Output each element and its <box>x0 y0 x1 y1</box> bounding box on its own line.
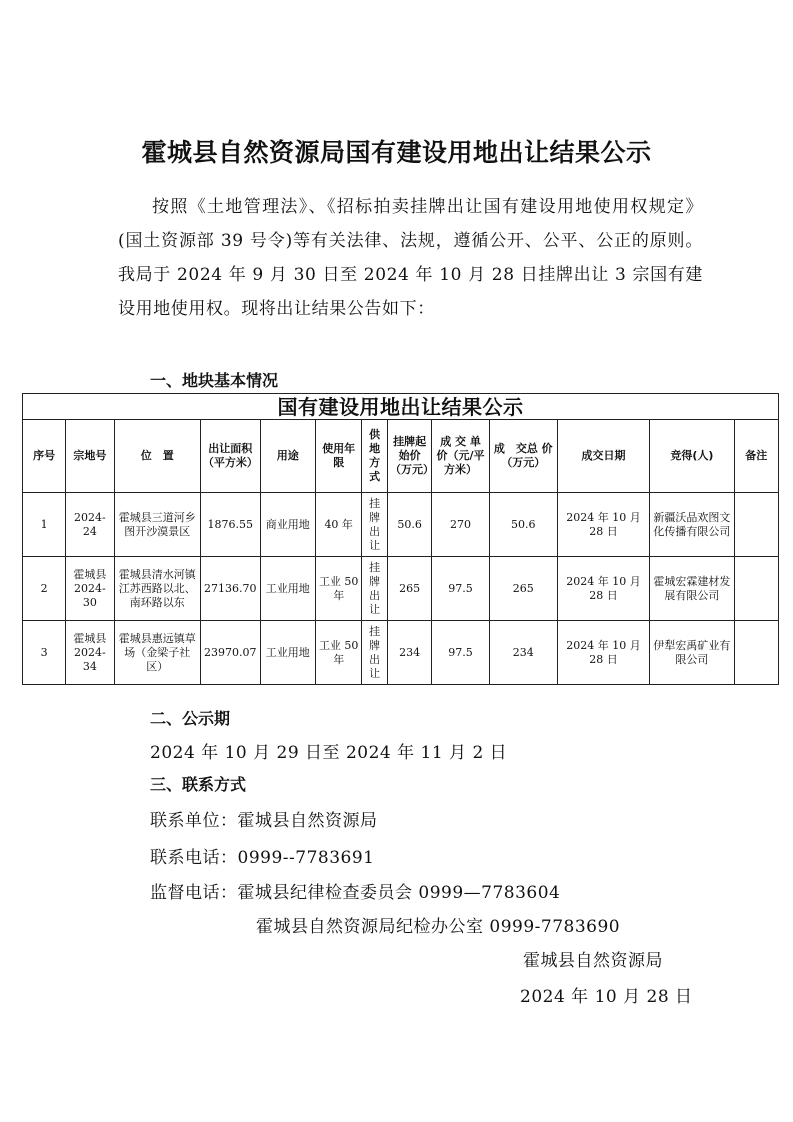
cell-unit-price: 97.5 <box>432 557 490 621</box>
cell-use: 商业用地 <box>260 493 316 557</box>
cell-start-price: 234 <box>388 621 432 685</box>
table-caption: 国有建设用地出让结果公示 <box>23 394 779 420</box>
cell-supply-method: 挂牌出让 <box>369 624 381 680</box>
cell-term: 工业 50 年 <box>316 621 362 685</box>
cell-supply-method: 挂牌出让 <box>369 496 381 552</box>
table-row <box>23 621 779 685</box>
col-header: 成 交总 价（万元） <box>489 420 557 493</box>
contact-unit: 联系单位：霍城县自然资源局 <box>150 811 378 831</box>
cell-supply-method: 挂牌出让 <box>369 560 381 616</box>
col-header: 竞得(人) <box>650 420 734 493</box>
table-header-row <box>23 420 779 493</box>
col-header: 供地方式 <box>369 428 381 483</box>
col-header: 宗地号 <box>66 420 114 493</box>
section-heading-contact: 三、联系方式 <box>150 775 247 794</box>
cell-supply-method-cell <box>362 621 388 685</box>
table-row <box>23 493 779 557</box>
section-heading-land-info: 一、地块基本情况 <box>150 371 279 390</box>
announcement-period: 2024 年 10 月 29 日至 2024 年 11 月 2 日 <box>150 743 508 763</box>
cell-unit-price: 270 <box>432 493 490 557</box>
cell-start-price: 50.6 <box>388 493 432 557</box>
cell-area: 1876.55 <box>200 493 260 557</box>
cell-seq: 3 <box>23 621 66 685</box>
col-header: 序号 <box>23 420 66 493</box>
cell-location: 霍城县三道河乡图开沙漠景区 <box>114 493 200 557</box>
cell-remark <box>734 621 778 685</box>
cell-winner: 新疆沃品欢图文化传播有限公司 <box>650 493 734 557</box>
cell-term: 工业 50 年 <box>316 557 362 621</box>
cell-use: 工业用地 <box>260 621 316 685</box>
cell-winner: 伊犁宏禹矿业有限公司 <box>650 621 734 685</box>
land-result-table <box>22 393 779 685</box>
cell-supply-method-cell <box>362 493 388 557</box>
col-header: 成 交 单 价（元/平方米） <box>432 420 490 493</box>
cell-remark <box>734 493 778 557</box>
col-header: 位 置 <box>114 420 200 493</box>
cell-area: 23970.07 <box>200 621 260 685</box>
supervision-phone-1: 监督电话：霍城县纪律检查委员会 0999—7783604 <box>150 883 561 903</box>
cell-parcel-no: 霍城县 2024-30 <box>66 557 114 621</box>
cell-location: 霍城县清水河镇江苏西路以北、南环路以东 <box>114 557 200 621</box>
cell-deal-date: 2024 年 10 月 28 日 <box>557 557 650 621</box>
cell-winner: 霍城宏霖建材发展有限公司 <box>650 557 734 621</box>
cell-location: 霍城县惠远镇草场（金梁子社区） <box>114 621 200 685</box>
contact-phone: 联系电话：0999--7783691 <box>150 848 375 868</box>
cell-remark <box>734 557 778 621</box>
section-heading-period: 二、公示期 <box>150 709 231 728</box>
col-header: 挂牌起始价（万元） <box>388 420 432 493</box>
cell-start-price: 265 <box>388 557 432 621</box>
col-header: 备注 <box>734 420 778 493</box>
col-header-cell <box>362 420 388 493</box>
cell-seq: 1 <box>23 493 66 557</box>
signature-date: 2024 年 10 月 28 日 <box>520 987 693 1007</box>
col-header: 使用年限 <box>316 420 362 493</box>
cell-unit-price: 97.5 <box>432 621 490 685</box>
col-header: 出让面积（平方米） <box>200 420 260 493</box>
col-header: 成交日期 <box>557 420 650 493</box>
cell-total-price: 234 <box>489 621 557 685</box>
signature-org: 霍城县自然资源局 <box>523 951 663 971</box>
cell-total-price: 265 <box>489 557 557 621</box>
cell-supply-method-cell <box>362 557 388 621</box>
cell-deal-date: 2024 年 10 月 28 日 <box>557 621 650 685</box>
cell-parcel-no: 霍城县 2024-34 <box>66 621 114 685</box>
cell-seq: 2 <box>23 557 66 621</box>
cell-deal-date: 2024 年 10 月 28 日 <box>557 493 650 557</box>
intro-paragraph: 按照《土地管理法》、《招标拍卖挂牌出让国有建设用地使用权规定》(国土资源部 39 号令)等有关法律、法规，遵循公开、公平、公正的原则。我局于 2024 年 9 月 30 日至 2024 年 10 月 28 日挂牌出让 3 宗国有建设用地使用权。现将出让结果公告如下： <box>118 197 703 319</box>
col-header: 用途 <box>260 420 316 493</box>
cell-total-price: 50.6 <box>489 493 557 557</box>
cell-parcel-no: 2024-24 <box>66 493 114 557</box>
table-row <box>23 557 779 621</box>
cell-term: 40 年 <box>316 493 362 557</box>
cell-area: 27136.70 <box>200 557 260 621</box>
cell-use: 工业用地 <box>260 557 316 621</box>
page-title: 霍城县自然资源局国有建设用地出让结果公示 <box>141 138 652 167</box>
supervision-phone-2: 霍城县自然资源局纪检办公室 0999-7783690 <box>256 917 621 937</box>
